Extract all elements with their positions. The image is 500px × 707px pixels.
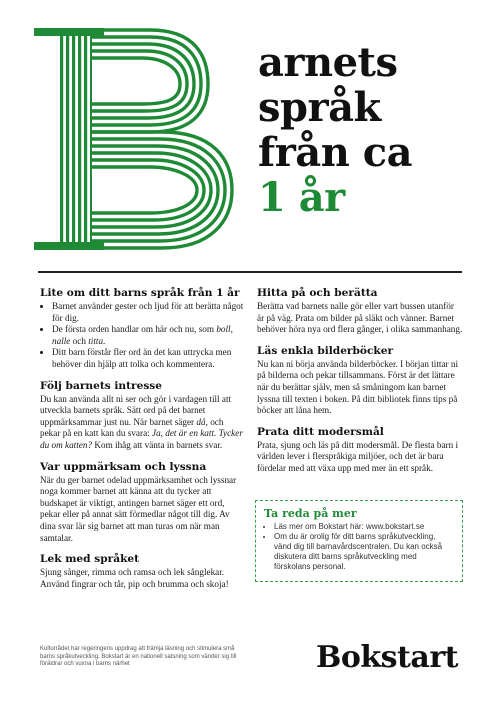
paragraph: Prata, sjung och läs på ditt modersmål. De flesta barn i världen lever i flerspråkiga miljöer, och det är bara fördelar med att växa upp med mer än ett språk. bbox=[257, 439, 459, 473]
left-column bbox=[40, 287, 245, 599]
footnote: Kulturrådet har regeringens uppdrag att främja läsning och stimulera små barns språkutveckling. Bokstart är en nationell satsning som vänder sig till föräldrar och vuxna i barns närhet bbox=[40, 646, 237, 667]
paragraph: Nu kan ni börja använda bilderböcker. I början tittar ni på bilderna och pekar tillsammans. Först är det lättare när du berättar själv, men så småningom kan barnet lyssna till texten i boken. På ditt bibliotek finns tips på böcker att låna hem. bbox=[257, 358, 459, 416]
bullet-list bbox=[40, 301, 245, 371]
text-span: Du kan använda allt ni ser och gör i vardagen till att utveckla barnets språk. Sätt ord på det barnet uppmärksammar just nu. När barnet säger bbox=[40, 393, 232, 427]
list-item: • Läs mer om Bokstart här: www.bokstart.se bbox=[274, 522, 454, 532]
section-heading: Lite om ditt barns språk från 1 år bbox=[40, 287, 240, 299]
italic-word: boll bbox=[216, 324, 231, 335]
section-prata-modersmal bbox=[257, 426, 463, 475]
title-line-2: språk bbox=[258, 84, 381, 131]
text-span: , bbox=[230, 324, 233, 335]
italic-word: nalle bbox=[52, 335, 71, 346]
list-item bbox=[52, 324, 245, 347]
page-title bbox=[258, 40, 488, 220]
section-heading: Var uppmärksam och lyssna bbox=[40, 460, 207, 473]
section-heading: Lek med språket bbox=[40, 553, 140, 566]
text-span: Kom ihåg att vänta in barnets svar. bbox=[92, 439, 223, 450]
text-span: , och pekar på en katt kan du svara: bbox=[40, 416, 224, 439]
section-var-uppmarksam bbox=[40, 461, 245, 545]
text-span: . bbox=[103, 335, 106, 346]
text-span: och bbox=[70, 335, 89, 346]
section-heading: Följ barnets intresse bbox=[40, 379, 163, 392]
info-box bbox=[255, 500, 463, 582]
section-heading: Läs enkla bilderböcker bbox=[257, 344, 394, 357]
section-las-enkla bbox=[257, 345, 463, 417]
text-span: De första orden handlar om här och nu, som bbox=[52, 324, 217, 335]
right-column bbox=[257, 287, 463, 484]
bokstart-b-logo bbox=[30, 26, 240, 252]
section-lek-med-spraket bbox=[40, 553, 245, 590]
paragraph bbox=[40, 394, 245, 452]
list-item: • Om du är orolig för ditt barns språkutveckling, vänd dig till barnavårdscentralen. Du kan också diskutera ditt barns språkutveckling med förskolans personal. bbox=[274, 532, 454, 572]
info-box-heading: Ta reda på mer bbox=[264, 507, 357, 520]
title-line-4: 1 år bbox=[258, 174, 345, 221]
info-box-list bbox=[264, 522, 454, 572]
paragraph: Berätta vad barnets nalle gör eller vart bussen utanför är på väg. Prata om bilder på släkt och vänner. Barnet behöver höra nya ord flera gånger, i olika sammanhang. bbox=[257, 301, 463, 335]
paragraph: Sjung sånger, rimma och ramsa och lek sånglekar. Använd fingrar och tår, pip och brumma och skoja! bbox=[40, 567, 229, 589]
section-heading: Hitta på och berätta bbox=[257, 287, 378, 299]
divider bbox=[38, 271, 462, 273]
italic-word: titta bbox=[88, 335, 104, 346]
list-item: • Ditt barn förstår fler ord än det kan uttrycka men behöver din hjälp att tolka och kommentera. bbox=[52, 347, 245, 370]
paragraph: När du ger barnet odelad uppmärksamhet och lyssnar noga kommer barnet att känna att du tycker att budskapet är viktigt, antingen barnet säger ett ord, pekar eller på annat sätt förmedlar något till dig. Av dina svar lär sig barnet att man turas om när man samtalar. bbox=[40, 474, 237, 543]
section-hitta-pa bbox=[257, 287, 463, 336]
italic-quote: Ja, det är en katt. Tycker du om katten? bbox=[40, 428, 243, 450]
brand-wordmark: Bokstart bbox=[316, 640, 459, 675]
list-item: • Barnet använder gester och ljud för att berätta något för dig. bbox=[52, 301, 245, 324]
title-line-3: från ca bbox=[258, 129, 412, 176]
section-folj-barnets-intresse bbox=[40, 380, 245, 452]
title-line-1: arnets bbox=[258, 39, 398, 86]
italic-word: då bbox=[196, 416, 206, 427]
section-heading: Prata ditt modersmål bbox=[257, 425, 384, 438]
section-lite-om bbox=[40, 287, 245, 371]
